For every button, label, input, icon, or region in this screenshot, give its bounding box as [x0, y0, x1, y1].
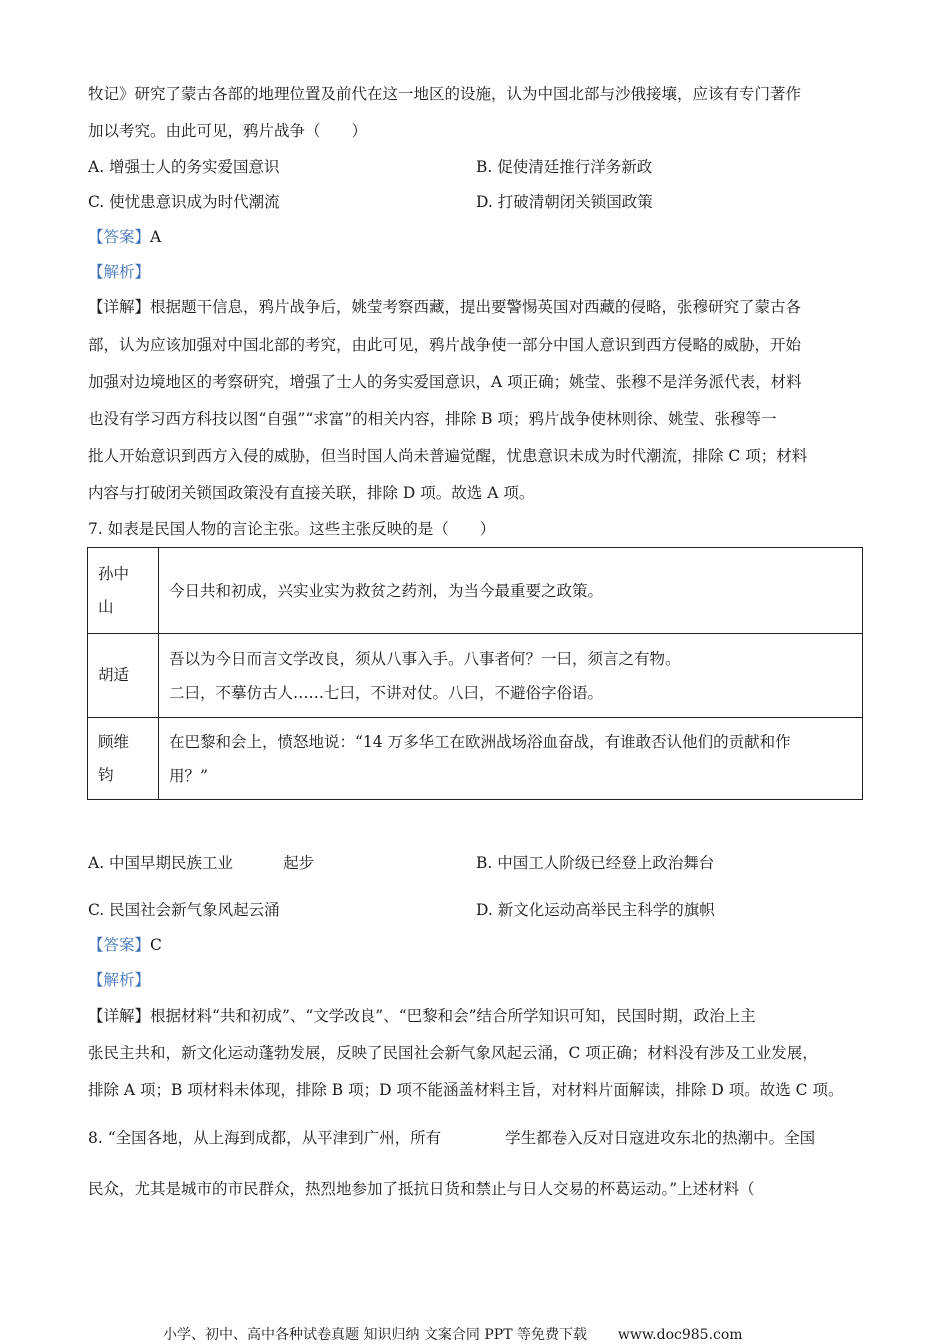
page-footer: [163, 1324, 743, 1344]
q6-option-d: D. 打破清朝闭关锁国政策: [476, 193, 653, 211]
person-quote: 今日共和初成，兴实业实为救贫之药剂，为当今最重要之政策。: [159, 548, 863, 634]
q6-option-b: B. 促使清廷推行洋务新政: [476, 158, 653, 176]
q7-analysis-tag: 【解析】: [88, 971, 151, 989]
q6-detail-line: 加强对边境地区的考察研究，增强了士人的务实爱国意识，A 项正确；姚莹、张穆不是洋务派代表，材料: [88, 373, 802, 391]
detail-text: 根据题干信息，鸦片战争后，姚莹考察西藏，提出要警惕英国对西藏的侵略，张穆研究了蒙古各: [150, 298, 802, 316]
answer-tag: 【答案】: [88, 936, 151, 954]
person-name: 顾维 钧: [88, 718, 159, 800]
person-name: 胡适: [88, 634, 159, 718]
q7-option-d: D. 新文化运动高举民主科学的旗帜: [476, 901, 715, 919]
table-row: [88, 634, 863, 718]
q6-detail-line: [88, 295, 801, 317]
detail-tag: 【详解】: [88, 298, 151, 316]
answer-value: C: [150, 936, 162, 954]
detail-tag: 【详解】: [88, 1007, 151, 1025]
q6-analysis-tag: 【解析】: [88, 263, 151, 281]
person-quote: 吾以为今日而言文学改良，须从八事入手。八事者何？一曰，须言之有物。 二曰，不摹仿古人……七曰，不讲对仗。八曰，不避俗字俗语。: [159, 634, 863, 718]
q6-stem-line: 牧记》研究了蒙古各部的地理位置及前代在这一地区的设施，认为中国北部与沙俄接壤，应该有专门著作: [88, 85, 802, 103]
table-row: [88, 548, 863, 634]
q8-stem-line: 民众，尤其是城市的市民群众，热烈地参加了抵抗日货和禁止与日人交易的杯葛运动。”上述材料（: [88, 1180, 755, 1198]
answer-value: A: [150, 228, 162, 246]
footer-url[interactable]: www.doc985.com: [617, 1327, 743, 1343]
footer-text: 小学、初中、高中各种试卷真题 知识归纳 文案合同 PPT 等免费下载: [163, 1327, 587, 1343]
q7-option-b: B. 中国工人阶级已经登上政治舞台: [476, 854, 715, 872]
q8-stem-line: 8. “全国各地，从上海到成都，从平津到广州，所有 学生都卷入反对日寇进攻东北的热潮中。全国: [88, 1129, 816, 1147]
q6-detail-line: 批人开始意识到西方入侵的威胁，但当时国人尚未普遍觉醒，忧患意识未成为时代潮流，排除 C 项；材料: [88, 447, 808, 465]
q6-option-a: A. 增强士人的务实爱国意识: [88, 158, 280, 176]
q7-detail-line: 排除 A 项；B 项材料未体现，排除 B 项；D 项不能涵盖材料主旨，对材料片面解读，排除 D 项。故选 C 项。: [88, 1081, 844, 1099]
answer-tag: 【答案】: [88, 228, 151, 246]
q6-stem-line: 加以考究。由此可见，鸦片战争（ ）: [88, 122, 368, 140]
q7-stem: 7. 如表是民国人物的言论主张。这些主张反映的是（ ）: [88, 520, 496, 538]
person-quote: 在巴黎和会上，愤怒地说：“14 万多华工在欧洲战场浴血奋战，有谁敢否认他们的贡献和作 用？”: [159, 718, 863, 800]
q7-option-a: A. 中国早期民族工业 起步: [88, 854, 315, 872]
q6-detail-line: 部，认为应该加强对中国北部的考究，由此可见，鸦片战争使一部分中国人意识到西方侵略的威胁，开始: [88, 336, 802, 354]
q6-answer: [88, 225, 161, 247]
q7-quote-table: [87, 547, 863, 800]
table-row: [88, 718, 863, 800]
q6-option-c: C. 使忧患意识成为时代潮流: [88, 193, 280, 211]
q6-detail-line: 也没有学习西方科技以图“自强”“求富”的相关内容，排除 B 项；鸦片战争使林则徐、姚莹、张穆等一: [88, 410, 777, 428]
detail-text: 根据材料“共和初成”、“文学改良”、“巴黎和会”结合所学知识可知，民国时期，政治上主: [150, 1007, 756, 1025]
q7-option-c: C. 民国社会新气象风起云涌: [88, 901, 280, 919]
q6-detail-line: 内容与打破闭关锁国政策没有直接关联，排除 D 项。故选 A 项。: [88, 484, 535, 502]
q7-detail-line: 张民主共和，新文化运动蓬勃发展，反映了民国社会新气象风起云涌，C 项正确；材料没有涉及工业发展，: [88, 1044, 818, 1062]
q7-detail-line: [88, 1004, 756, 1026]
q7-answer: [88, 933, 162, 955]
person-name: 孙中 山: [88, 548, 159, 634]
